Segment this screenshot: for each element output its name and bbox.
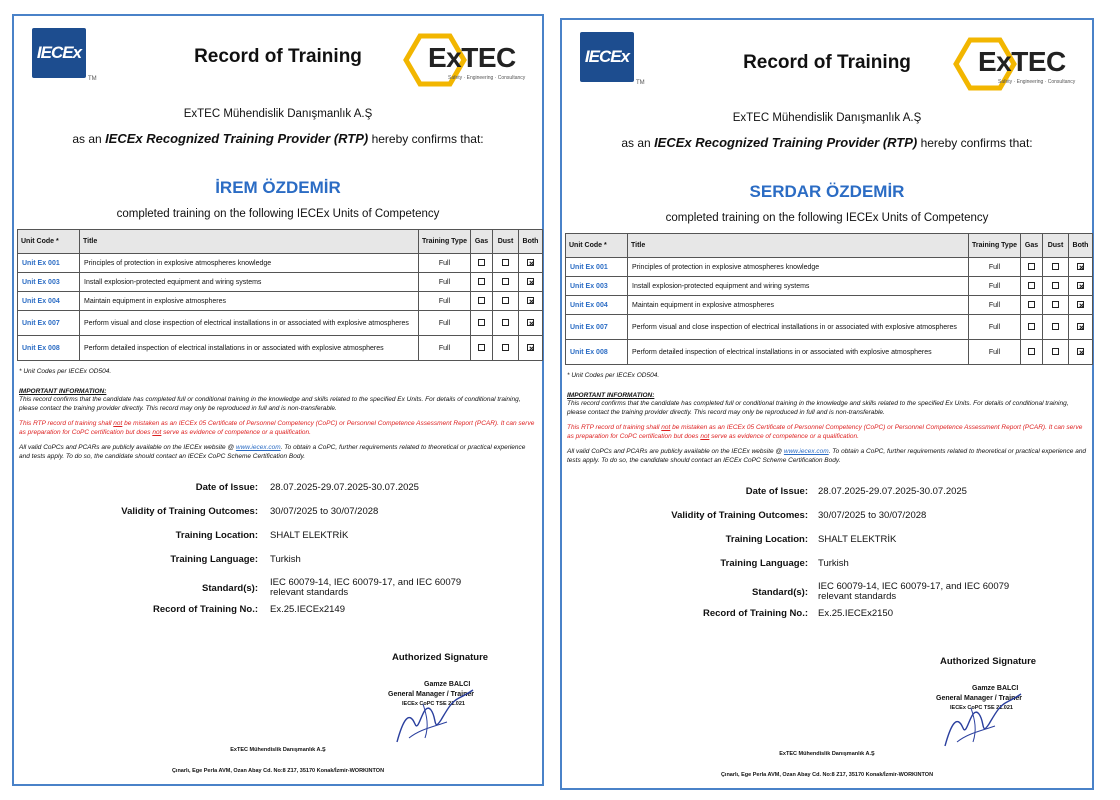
unit-title: Perform visual and close inspection of electrical installations in or associated with explosive atmospheres <box>628 315 969 340</box>
iecex-website-link[interactable]: www.iecex.com <box>783 448 829 456</box>
gas-checkbox-icon <box>478 297 485 304</box>
dust-cell <box>493 336 519 361</box>
rtp-statement: as an IECEx Recognized Training Provider (RTP) hereby confirms that: <box>72 131 484 146</box>
unit-code: Unit Ex 008 <box>18 336 80 361</box>
important-paragraph-1: This record confirms that the candidate has completed full or conditional training in the knowledge and skills related to the specified Ex Units. For details of conditional training, please contact the training provider directly. This record may only be reproduced in full and is non-transferable. <box>567 400 1069 416</box>
dust-checkbox-icon <box>1052 301 1059 308</box>
header-unit-code: Unit Code * <box>18 230 80 254</box>
unit-row <box>566 340 1093 365</box>
dust-checkbox-icon <box>502 278 509 285</box>
unit-training-type: Full <box>419 311 471 336</box>
footer-address: Çınarlı, Ege Perla AVM, Ozan Abay Cd. No:8 Z17, 35170 Konak/İzmir-WORKINTON <box>720 772 934 778</box>
both-checkbox-icon <box>1077 348 1084 355</box>
document-title: Record of Training <box>743 52 911 73</box>
gas-checkbox-icon <box>478 278 485 285</box>
dust-cell <box>1043 315 1069 340</box>
gas-checkbox-icon <box>1028 323 1035 330</box>
gas-cell <box>1021 315 1043 340</box>
unit-row <box>18 336 543 361</box>
header-training-type: Training Type <box>419 230 471 254</box>
dust-checkbox-icon <box>1052 263 1059 270</box>
provider-company: ExTEC Mühendislik Danışmanlık A.Ş <box>732 112 922 124</box>
both-cell <box>519 292 543 311</box>
unit-row <box>18 311 543 336</box>
header-dust: Dust <box>493 230 519 254</box>
dust-cell <box>493 292 519 311</box>
header-both: Both <box>1069 234 1093 258</box>
rtp-statement: as an IECEx Recognized Training Provider (RTP) hereby confirms that: <box>621 135 1033 150</box>
record-number-row: Record of Training No.: Ex.25.IECEx2150 <box>702 608 893 619</box>
unit-row <box>566 277 1093 296</box>
unit-code: Unit Ex 004 <box>18 292 80 311</box>
unit-title: Maintain equipment in explosive atmospheres <box>80 292 419 311</box>
both-checkbox-icon <box>1077 282 1084 289</box>
header-gas: Gas <box>471 230 493 254</box>
dust-checkbox-icon <box>502 297 509 304</box>
important-paragraph-2: This RTP record of training shall not be mistaken as an IECEx 05 Certificate of Personnel Competency (CoPC) or Personnel Competence Assessment Report (PCAR). It can serve as preparation for CoPC certification but does not serve as evidence of competence or a qualification. <box>19 420 535 436</box>
both-cell <box>1069 315 1093 340</box>
iecex-website-link[interactable]: www.iecex.com <box>235 444 281 452</box>
important-paragraph-3: All valid CoPCs and PCARs are publicly available on the IECEx website @ www.iecex.com. To obtain a CoPC, further requirements related to theoretical or practical experience and tests apply. To do so, the candidate should contact an IECEx CoPC Scheme Certification Body. <box>19 444 526 460</box>
dust-cell <box>493 311 519 336</box>
dust-checkbox-icon <box>1052 282 1059 289</box>
header-both: Both <box>519 230 543 254</box>
unit-code: Unit Ex 007 <box>566 315 628 340</box>
certificate-irem-ozdemir <box>12 14 544 786</box>
both-checkbox-icon <box>1077 323 1084 330</box>
unit-codes-footnote: * Unit Codes per IECEx OD504. <box>19 368 112 375</box>
important-paragraph-2: This RTP record of training shall not be mistaken as an IECEx 05 Certificate of Personnel Competency (CoPC) or Personnel Competence Assessment Report (PCAR). It can serve as preparation for CoPC certification but does not serve as evidence of competence or a qualification. <box>567 424 1083 440</box>
authorized-signature-label: Authorized Signature <box>392 652 489 663</box>
validity-row: Validity of Training Outcomes: 30/07/2025 to 30/07/2028 <box>671 510 927 521</box>
both-checkbox-icon <box>527 278 534 285</box>
unit-training-type: Full <box>969 296 1021 315</box>
unit-title: Maintain equipment in explosive atmospheres <box>628 296 969 315</box>
location-row: Training Location: SHALT ELEKTRİK <box>725 534 897 545</box>
completed-statement: completed training on the following IECEx Units of Competency <box>665 212 989 224</box>
both-cell <box>1069 258 1093 277</box>
unit-title: Principles of protection in explosive atmospheres knowledge <box>628 258 969 277</box>
completed-statement: completed training on the following IECEx Units of Competency <box>116 208 440 220</box>
footer-company: ExTEC Mühendislik Danışmanlık A.Ş <box>230 747 326 753</box>
unit-training-type: Full <box>419 336 471 361</box>
gas-cell <box>1021 340 1043 365</box>
dust-cell <box>1043 258 1069 277</box>
signer-name: Gamze BALCI <box>972 685 1019 692</box>
important-paragraph-3: All valid CoPCs and PCARs are publicly available on the IECEx website @ www.iecex.com. To obtain a CoPC, further requirements related to theoretical or practical experience and tests apply. To do so, the candidate should contact an IECEx CoPC Scheme Certification Body. <box>567 448 1087 464</box>
language-row: Training Language: Turkish <box>170 554 301 565</box>
table-header-row <box>566 234 1093 258</box>
unit-training-type: Full <box>969 258 1021 277</box>
both-cell <box>519 273 543 292</box>
gas-cell <box>471 311 493 336</box>
gas-checkbox-icon <box>478 344 485 351</box>
unit-code: Unit Ex 003 <box>566 277 628 296</box>
both-cell <box>1069 296 1093 315</box>
unit-training-type: Full <box>969 340 1021 365</box>
gas-checkbox-icon <box>1028 301 1035 308</box>
footer-address: Çınarlı, Ege Perla AVM, Ozan Abay Cd. No:8 Z17, 35170 Konak/İzmir-WORKINTON <box>171 768 385 774</box>
both-checkbox-icon <box>527 344 534 351</box>
handwritten-signature <box>937 684 1027 754</box>
unit-codes-footnote: * Unit Codes per IECEx OD504. <box>567 372 660 379</box>
provider-company: ExTEC Mühendislik Danışmanlık A.Ş <box>183 108 373 120</box>
important-paragraph-1: This record confirms that the candidate has completed full or conditional training in the knowledge and skills related to the specified Ex Units. For details of conditional training, please contact the training provider directly. This record may only be reproduced in full and is non-transferable. <box>19 396 521 412</box>
dust-checkbox-icon <box>502 319 509 326</box>
trainee-name: İREM ÖZDEMİR <box>215 178 341 197</box>
gas-cell <box>471 254 493 273</box>
unit-row <box>18 254 543 273</box>
unit-code: Unit Ex 007 <box>18 311 80 336</box>
standards-row: Standard(s): IEC 60079-14, IEC 60079-17, and IEC 60079 relevant standards <box>752 581 1010 602</box>
unit-row <box>566 296 1093 315</box>
unit-title: Perform visual and close inspection of electrical installations in or associated with explosive atmospheres <box>80 311 419 336</box>
header-unit-code: Unit Code * <box>566 234 628 258</box>
unit-row <box>18 273 543 292</box>
gas-checkbox-icon <box>1028 282 1035 289</box>
unit-training-type: Full <box>419 273 471 292</box>
gas-checkbox-icon <box>478 319 485 326</box>
unit-row <box>566 315 1093 340</box>
both-cell <box>1069 277 1093 296</box>
language-row: Training Language: Turkish <box>720 558 849 569</box>
dust-cell <box>493 254 519 273</box>
validity-row: Validity of Training Outcomes: 30/07/2025 to 30/07/2028 <box>121 506 379 517</box>
both-checkbox-icon <box>1077 301 1084 308</box>
unit-row <box>566 258 1093 277</box>
unit-training-type: Full <box>419 292 471 311</box>
date-of-issue-row: Date of Issue: 28.07.2025-29.07.2025-30.07.2025 <box>195 482 419 493</box>
important-heading: IMPORTANT INFORMATION: <box>567 392 655 399</box>
unit-training-type: Full <box>419 254 471 273</box>
authorized-signature-label: Authorized Signature <box>940 656 1037 667</box>
header-title: Title <box>628 234 969 258</box>
important-information <box>567 392 1087 472</box>
training-details <box>562 486 1092 632</box>
dust-checkbox-icon <box>1052 323 1059 330</box>
dust-checkbox-icon <box>1052 348 1059 355</box>
dust-cell <box>1043 340 1069 365</box>
unit-title: Install explosion-protected equipment and wiring systems <box>80 273 419 292</box>
unit-title: Install explosion-protected equipment and wiring systems <box>628 277 969 296</box>
both-cell <box>519 336 543 361</box>
important-information <box>19 388 537 468</box>
dust-checkbox-icon <box>502 344 509 351</box>
extec-logo: ExTEC Safety · Engineering · Consultancy <box>950 34 1070 94</box>
trainee-name: SERDAR ÖZDEMİR <box>749 182 905 201</box>
units-table <box>17 229 543 361</box>
table-header-row <box>18 230 543 254</box>
unit-row <box>18 292 543 311</box>
gas-checkbox-icon <box>1028 348 1035 355</box>
iecex-logo: IECEx TM <box>580 32 634 90</box>
signer-role: General Manager / Trainer <box>936 695 1022 702</box>
iecex-logo: IECEx TM <box>32 28 86 86</box>
gas-checkbox-icon <box>478 259 485 266</box>
both-cell <box>519 311 543 336</box>
unit-code: Unit Ex 001 <box>18 254 80 273</box>
units-table <box>565 233 1093 365</box>
unit-training-type: Full <box>969 277 1021 296</box>
both-checkbox-icon <box>1077 263 1084 270</box>
header-training-type: Training Type <box>969 234 1021 258</box>
both-checkbox-icon <box>527 319 534 326</box>
gas-cell <box>471 336 493 361</box>
certificate-serdar-ozdemir <box>560 18 1094 790</box>
footer-company: ExTEC Mühendislik Danışmanlık A.Ş <box>779 751 875 757</box>
gas-cell <box>1021 296 1043 315</box>
location-row: Training Location: SHALT ELEKTRİK <box>175 530 349 541</box>
gas-cell <box>471 292 493 311</box>
both-checkbox-icon <box>527 259 534 266</box>
unit-title: Principles of protection in explosive atmospheres knowledge <box>80 254 419 273</box>
signer-role: General Manager / Trainer <box>388 691 474 698</box>
both-checkbox-icon <box>527 297 534 304</box>
unit-code: Unit Ex 003 <box>18 273 80 292</box>
record-number-row: Record of Training No.: Ex.25.IECEx2149 <box>152 604 345 615</box>
unit-title: Perform detailed inspection of electrical installations in or associated with explosive atmospheres <box>80 336 419 361</box>
signer-name: Gamze BALCI <box>424 681 471 688</box>
unit-code: Unit Ex 004 <box>566 296 628 315</box>
unit-training-type: Full <box>969 315 1021 340</box>
extec-logo: ExTEC Safety · Engineering · Consultancy <box>400 30 520 90</box>
dust-checkbox-icon <box>502 259 509 266</box>
gas-cell <box>1021 277 1043 296</box>
header-dust: Dust <box>1043 234 1069 258</box>
gas-cell <box>471 273 493 292</box>
handwritten-signature <box>389 680 479 750</box>
both-cell <box>519 254 543 273</box>
both-cell <box>1069 340 1093 365</box>
document-title: Record of Training <box>194 46 362 67</box>
important-heading: IMPORTANT INFORMATION: <box>19 388 107 395</box>
header-title: Title <box>80 230 419 254</box>
gas-cell <box>1021 258 1043 277</box>
training-details <box>14 482 542 628</box>
signer-copc: IECEx CoPC TSE 21.021 <box>950 705 1013 711</box>
standards-row: Standard(s): IEC 60079-14, IEC 60079-17, and IEC 60079 relevant standards <box>202 577 462 598</box>
header-gas: Gas <box>1021 234 1043 258</box>
unit-title: Perform detailed inspection of electrical installations in or associated with explosive atmospheres <box>628 340 969 365</box>
date-of-issue-row: Date of Issue: 28.07.2025-29.07.2025-30.07.2025 <box>745 486 967 497</box>
signer-copc: IECEx CoPC TSE 21.021 <box>402 701 465 707</box>
dust-cell <box>1043 296 1069 315</box>
unit-code: Unit Ex 008 <box>566 340 628 365</box>
dust-cell <box>1043 277 1069 296</box>
dust-cell <box>493 273 519 292</box>
unit-code: Unit Ex 001 <box>566 258 628 277</box>
gas-checkbox-icon <box>1028 263 1035 270</box>
